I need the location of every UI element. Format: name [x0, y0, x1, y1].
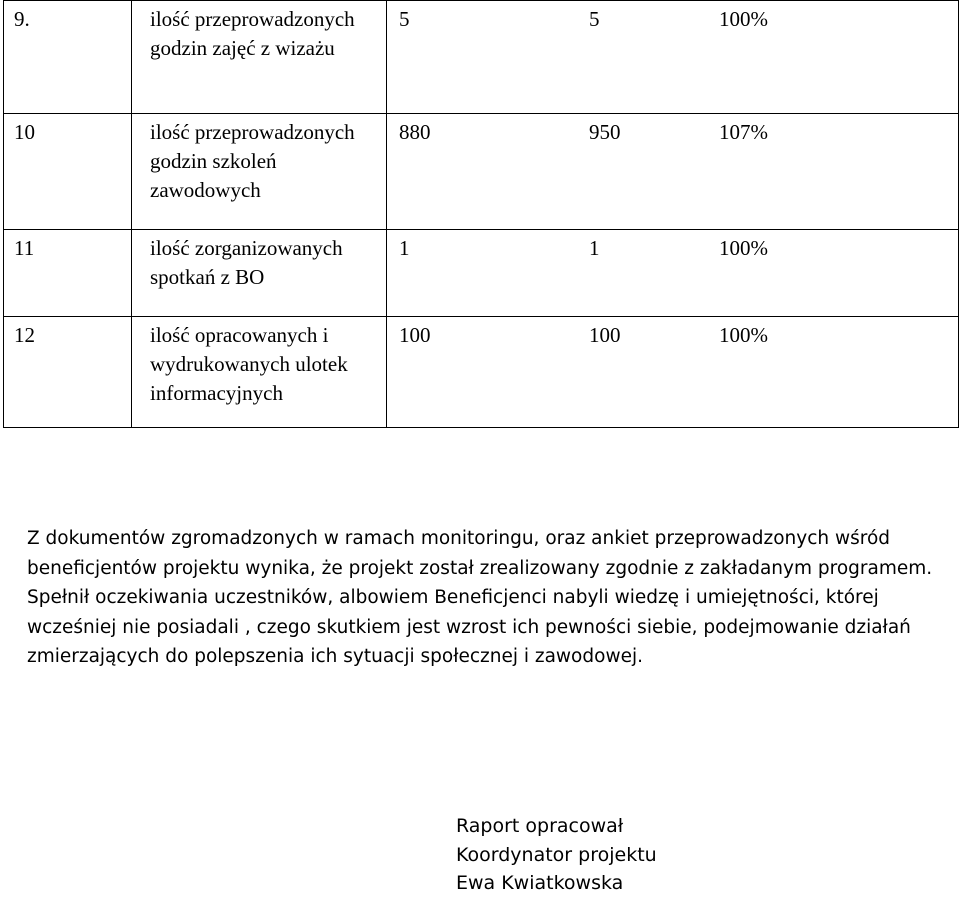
signature-role: Koordynator projektu: [456, 843, 657, 866]
percent-value: 100%: [719, 7, 768, 31]
planned-value: 5: [399, 7, 410, 31]
table-row: [4, 317, 959, 428]
indicator-description: ilość przeprowadzonych godzin zajęć z wizażu: [132, 1, 387, 114]
summary-paragraph: Z dokumentów zgromadzonych w ramach monitoringu, oraz ankiet przeprowadzonych wśród beneficjentów projektu wynika, że projekt został zrealizowany zgodnie z zakładanym programem. Spełnił oczekiwania uczestników, albowiem Beneficjenci nabyli wiedzę i umiejętności, której wcześniej nie posiadali , czego skutkiem jest wzrost ich pewności siebie, podejmowanie działań zmierzających do polepszenia ich sytuacji społecznej i zawodowej.: [27, 528, 933, 667]
indicator-description: ilość zorganizowanych spotkań z BO: [132, 230, 387, 317]
row-number: 9.: [4, 1, 132, 114]
indicator-values: [387, 1, 959, 114]
table-row: [4, 114, 959, 230]
indicator-values: [387, 317, 959, 428]
results-table: [3, 0, 959, 428]
table-row: [4, 230, 959, 317]
indicator-description: ilość przeprowadzonych godzin szkoleń zawodowych: [132, 114, 387, 230]
planned-value: 1: [399, 236, 410, 260]
table-row: [4, 1, 959, 114]
planned-value: 880: [399, 120, 431, 144]
indicator-values: [387, 114, 959, 230]
planned-value: 100: [399, 323, 431, 347]
achieved-value: 950: [589, 120, 621, 144]
row-number: 10: [4, 114, 132, 230]
signature-line: Raport opracował: [456, 815, 624, 837]
row-number: 11: [4, 230, 132, 317]
achieved-value: 5: [589, 7, 600, 31]
percent-value: 100%: [719, 236, 768, 260]
percent-value: 107%: [719, 120, 768, 144]
signature-name: Ewa Kwiatkowska: [456, 872, 624, 894]
indicator-values: [387, 230, 959, 317]
signature-block: [456, 812, 657, 898]
achieved-value: 100: [589, 323, 621, 347]
percent-value: 100%: [719, 323, 768, 347]
indicator-description: ilość opracowanych i wydrukowanych ulotek informacyjnych: [132, 317, 387, 428]
achieved-value: 1: [589, 236, 600, 260]
row-number: 12: [4, 317, 132, 428]
